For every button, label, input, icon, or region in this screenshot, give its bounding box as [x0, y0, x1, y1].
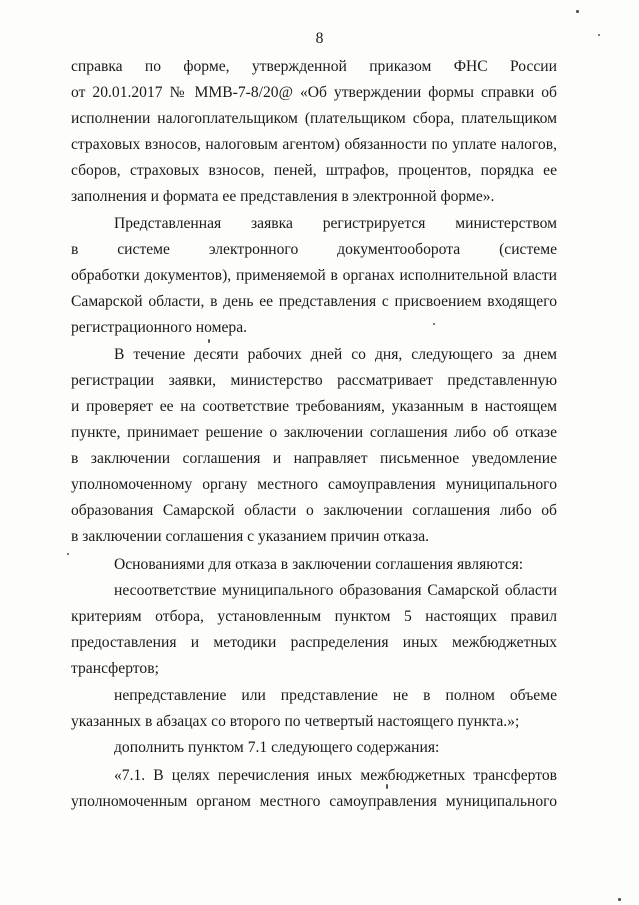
text-line: несоответствие муниципального образования Самарской области: [114, 582, 557, 599]
text-line: заполнения и формата ее представления в электронной форме».: [71, 188, 495, 205]
text-line: указанных в абзацах со второго по четвертый настоящего пункта.»;: [71, 713, 520, 730]
text-line: уполномоченным органом местного самоуправления муниципального: [71, 793, 557, 810]
text-line: регистрации заявки, министерство рассматривает представленную: [71, 372, 557, 389]
text-line: обработки документов), применяемой в органах исполнительной власти: [71, 267, 557, 284]
text-line: уполномоченному органу местного самоуправления муниципального: [71, 476, 557, 493]
scan-speck: [208, 339, 210, 343]
text-line: исполнении налогоплательщиком (плательщиком сбора, плательщиком: [71, 110, 557, 127]
scan-speck: [576, 10, 579, 13]
text-line: пункте, принимает решение о заключении соглашения либо об отказе: [71, 424, 557, 441]
page-number: 8: [315, 30, 324, 47]
text-line: дополнить пунктом 7.1 следующего содержания:: [114, 739, 440, 756]
text-line: В течение десяти рабочих дней со дня, следующего за днем: [114, 346, 557, 363]
text-line: трансфертов;: [71, 660, 159, 677]
scan-speck: [433, 323, 435, 325]
scan-speck: [67, 553, 69, 555]
text-line: непредставление или представление не в полном объеме: [114, 687, 557, 704]
scan-speck: [386, 784, 388, 789]
text-line: «7.1. В целях перечисления иных межбюджетных трансфертов: [114, 767, 557, 784]
text-line: Основаниями для отказа в заключении соглашения являются:: [114, 556, 524, 573]
text-line: в заключении соглашения и направляет письменное уведомление: [71, 450, 557, 467]
text-line: в заключении соглашения с указанием причин отказа.: [71, 528, 430, 545]
text-line: регистрационного номера.: [71, 319, 248, 336]
text-line: в системе электронного документооборота (системе: [71, 241, 557, 258]
text-line: предоставления и методики распределения иных межбюджетных: [71, 634, 557, 651]
text-line: справка по форме, утвержденной приказом ФНС России: [71, 58, 557, 75]
text-line: образования Самарской области о заключении соглашения либо об: [71, 502, 557, 519]
scan-speck: [618, 898, 621, 901]
text-line: и проверяет ее на соответствие требованиям, указанным в настоящем: [71, 398, 557, 415]
text-line: от 20.01.2017 № ММВ-7-8/20@ «Об утверждении формы справки об: [71, 84, 557, 101]
text-line: критериям отбора, установленным пунктом 5 настоящих правил: [71, 608, 557, 625]
scan-speck: [598, 34, 600, 36]
text-line: Представленная заявка регистрируется министерством: [114, 215, 557, 232]
text-line: сборов, страховых взносов, пеней, штрафов, процентов, порядка ее: [71, 162, 557, 179]
text-line: Самарской области, в день ее представления с присвоением входящего: [71, 293, 557, 310]
text-line: страховых взносов, налоговым агентом) обязанности по уплате налогов,: [71, 136, 557, 153]
